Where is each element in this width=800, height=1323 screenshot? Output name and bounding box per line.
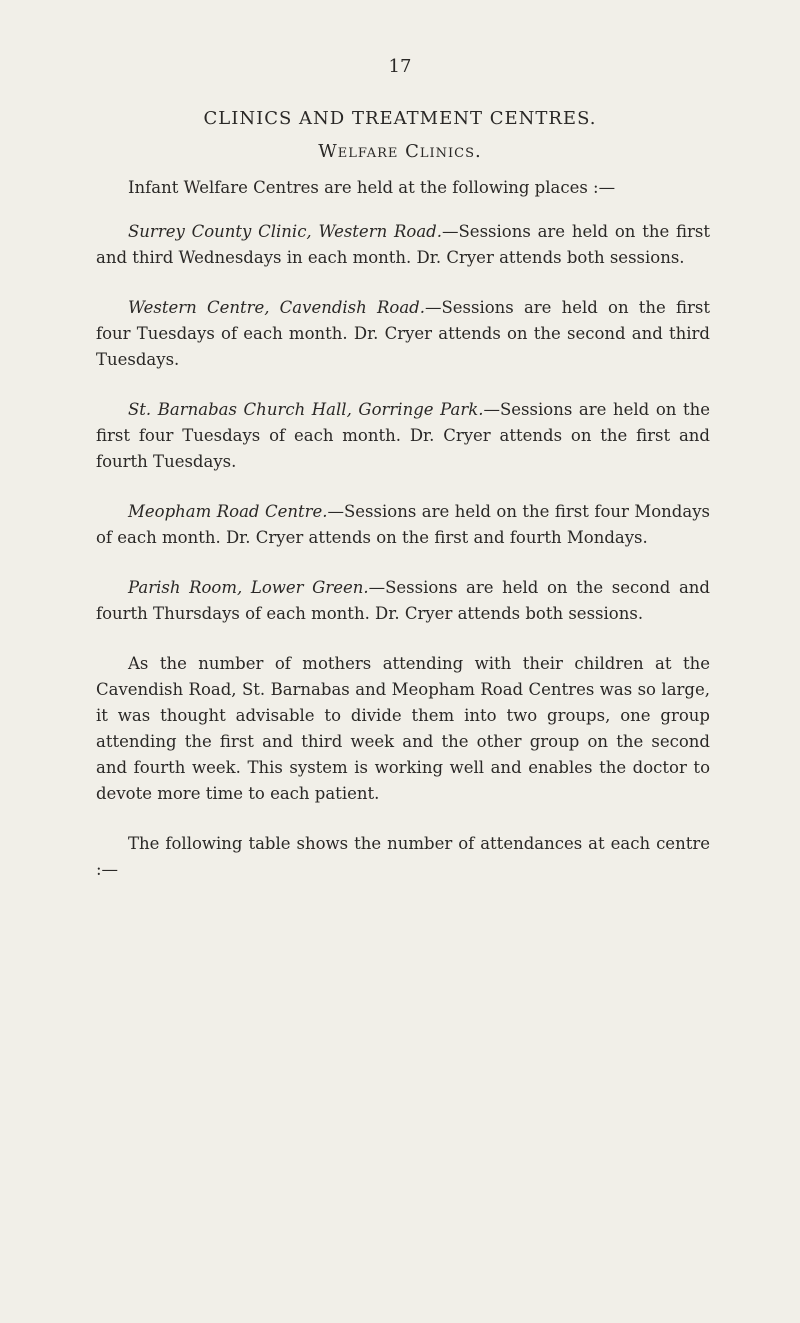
body-text — [96, 175, 710, 907]
intro-paragraph: Infant Welfare Centres are held at the following places :— — [128, 178, 616, 197]
clinic-details: —Sessions are held on the first four Mondays of each month. Dr. Cryer attends on the first and fourth Mondays. — [96, 502, 710, 547]
clinic-place: Surrey County Clinic, Western Road. — [128, 222, 442, 241]
clinic-details: —Sessions are held on the first and third Wednesdays in each month. Dr. Cryer attends both sessions. — [96, 222, 710, 267]
groups-paragraph: As the number of mothers attending with their children at the Cavendish Road, St. Barnabas and Meopham Road Centres was so large, it was thought advisable to divide them into two groups, one group attending the first and third week and the other group on the second and fourth week. This system is working well and enables the doctor to devote more time to each patient. — [96, 654, 710, 803]
clinic-details: —Sessions are held on the second and fourth Thursdays of each month. Dr. Cryer attends both sessions. — [96, 578, 710, 623]
page-title: CLINICS AND TREATMENT CENTRES. — [203, 108, 597, 129]
table-intro-paragraph: The following table shows the number of attendances at each centre :— — [96, 834, 710, 879]
clinic-place: St. Barnabas Church Hall, Gorringe Park. — [128, 400, 484, 419]
clinic-entry-surrey-county — [96, 219, 710, 271]
clinic-place: Meopham Road Centre. — [128, 502, 328, 521]
section-heading: Welfare Clinics. — [318, 141, 482, 162]
page-number: 17 — [388, 56, 412, 77]
clinic-place: Parish Room, Lower Green. — [128, 578, 369, 597]
clinic-details: —Sessions are held on the first four Tuesdays of each month. Dr. Cryer attends on the second and third Tuesdays. — [96, 298, 710, 369]
clinic-entry-parish-room — [96, 575, 710, 627]
clinic-entry-st-barnabas — [96, 397, 710, 475]
clinic-entry-meopham-road — [96, 499, 710, 551]
clinic-details: —Sessions are held on the first four Tuesdays of each month. Dr. Cryer attends on the first and fourth Tuesdays. — [96, 400, 710, 471]
clinic-place: Western Centre, Cavendish Road. — [128, 298, 425, 317]
clinic-entry-western-centre — [96, 295, 710, 373]
